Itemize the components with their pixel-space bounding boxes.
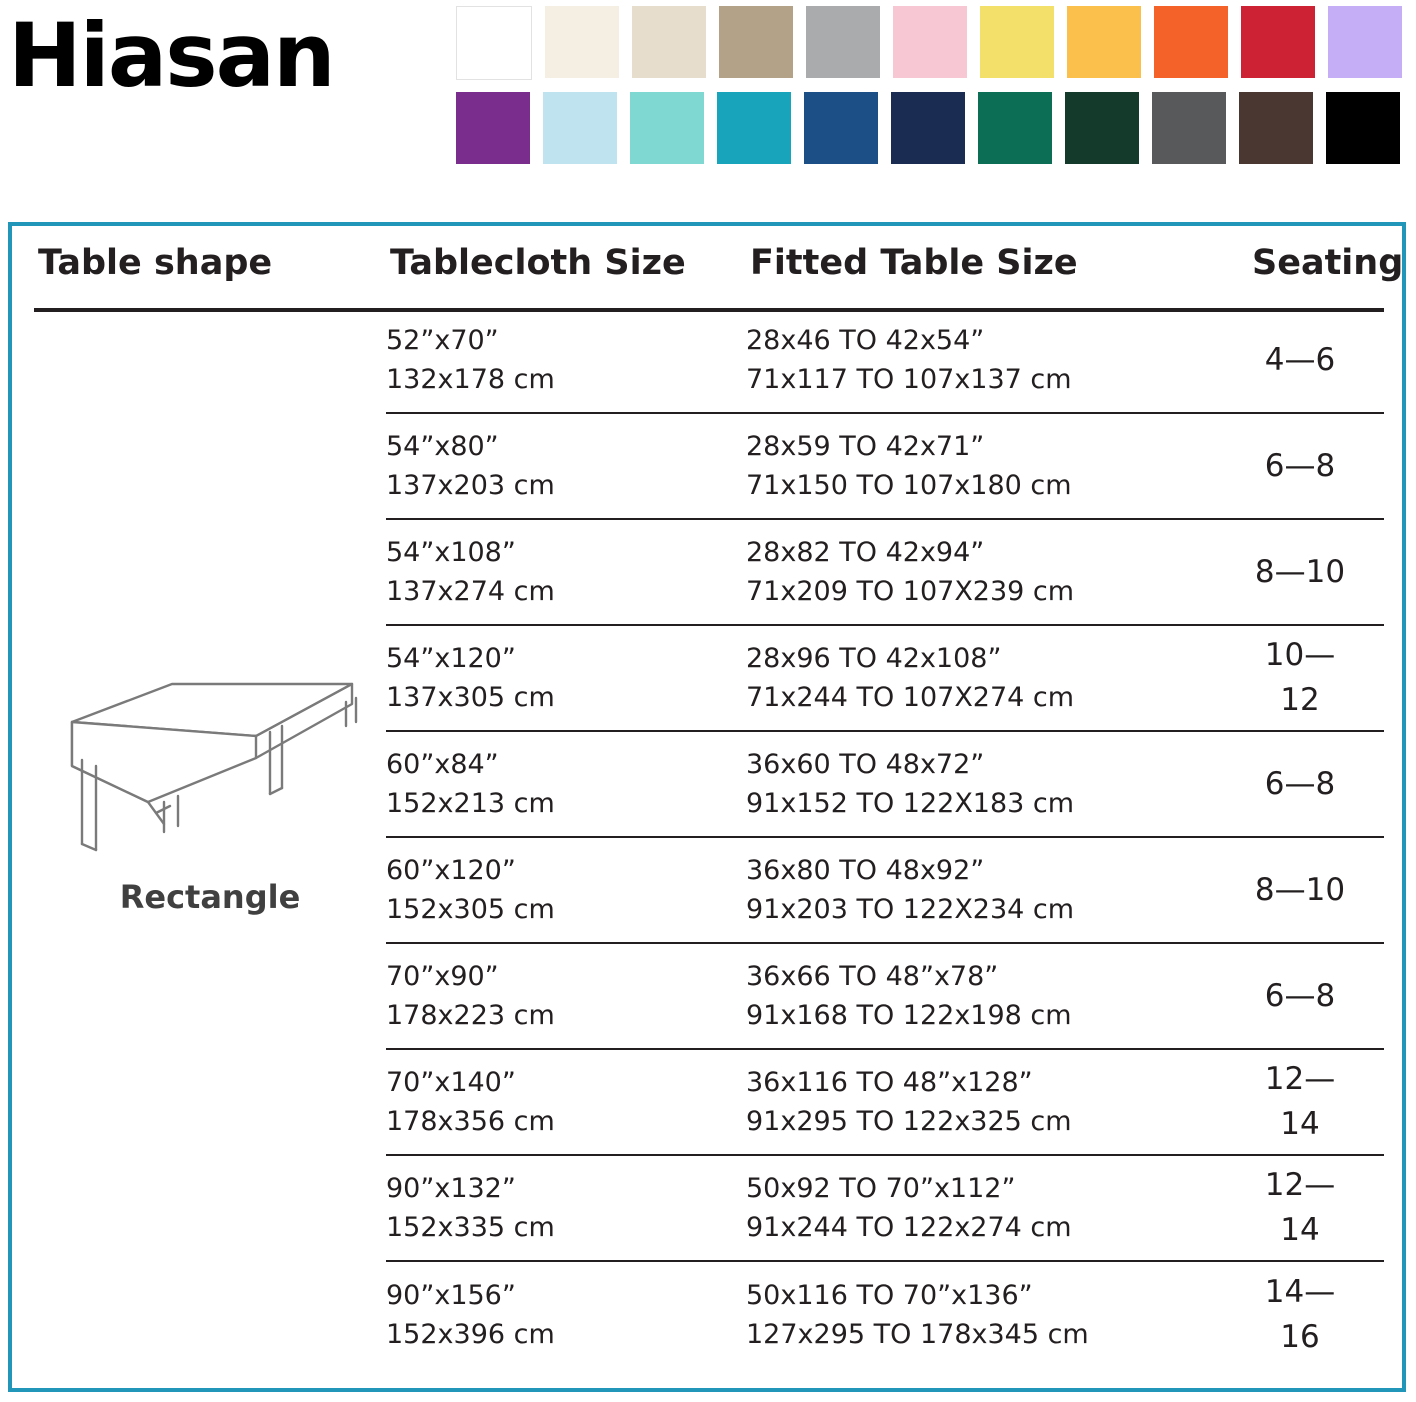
size-chart-inner xyxy=(34,243,1404,1374)
color-swatch-pink xyxy=(893,6,967,78)
color-swatch-row-1 xyxy=(456,6,1402,80)
table-header-row xyxy=(34,243,1404,312)
cell-fitted-table-size xyxy=(746,1063,1246,1141)
color-swatch-area xyxy=(456,0,1416,176)
color-swatch-charcoal-grey xyxy=(1152,92,1226,164)
column-header-seating: Seating xyxy=(1252,243,1404,283)
column-header-tablecloth-size: Tablecloth Size xyxy=(390,243,686,283)
table-shape-label: Rectangle xyxy=(119,878,301,916)
fitted-size-cm: 127x295 TO 178x345 cm xyxy=(746,1319,1089,1350)
tablecloth-size-cm: 152x335 cm xyxy=(386,1212,555,1243)
tablecloth-size-inches: 54”x120” xyxy=(386,642,516,674)
table-row xyxy=(386,732,1384,838)
table-row xyxy=(386,1156,1384,1262)
fitted-size-cm: 71x117 TO 107x137 cm xyxy=(746,364,1072,395)
table-shape-cell xyxy=(34,674,386,916)
tablecloth-size-cm: 178x356 cm xyxy=(386,1106,555,1137)
table-row xyxy=(386,520,1384,626)
fitted-size-cm: 91x152 TO 122X183 cm xyxy=(746,788,1075,819)
cell-seating: 4—6 xyxy=(1264,341,1336,378)
fitted-size-cm: 91x244 TO 122x274 cm xyxy=(746,1212,1072,1243)
cell-tablecloth-size xyxy=(386,1276,746,1354)
cell-fitted-table-size xyxy=(746,639,1246,717)
brand-name: Hiasan xyxy=(8,4,334,107)
tablecloth-size-cm: 132x178 cm xyxy=(386,364,555,395)
column-header-table-shape: Table shape xyxy=(38,243,273,283)
color-swatch-navy xyxy=(891,92,965,164)
cell-fitted-table-size xyxy=(746,745,1246,823)
cell-tablecloth-size xyxy=(386,321,746,399)
tablecloth-size-cm: 152x213 cm xyxy=(386,788,555,819)
cell-tablecloth-size xyxy=(386,639,746,717)
table-row xyxy=(386,308,1384,414)
color-swatch-light-blue xyxy=(543,92,617,164)
table-row xyxy=(386,944,1384,1050)
color-swatch-orange xyxy=(1154,6,1228,78)
fitted-size-inches: 36x66 TO 48”x78” xyxy=(746,960,999,992)
table-row xyxy=(386,414,1384,520)
fitted-size-inches: 50x116 TO 70”x136” xyxy=(746,1279,1033,1311)
table-row xyxy=(386,1050,1384,1156)
cell-tablecloth-size xyxy=(386,1169,746,1247)
tablecloth-size-inches: 54”x108” xyxy=(386,536,516,568)
fitted-size-inches: 28x46 TO 42x54” xyxy=(746,324,985,356)
cell-seating: 8—10 xyxy=(1254,871,1346,908)
size-chart-card xyxy=(8,222,1406,1392)
color-swatch-taupe xyxy=(719,6,793,78)
tablecloth-size-cm: 137x305 cm xyxy=(386,682,555,713)
color-swatch-gold xyxy=(1067,6,1141,78)
fitted-size-cm: 71x209 TO 107X239 cm xyxy=(746,576,1075,607)
tablecloth-size-inches: 70”x90” xyxy=(386,960,499,992)
tablecloth-size-inches: 52”x70” xyxy=(386,324,499,356)
color-swatch-denim-blue xyxy=(804,92,878,164)
cell-seating: 6—8 xyxy=(1264,765,1336,802)
fitted-size-inches: 36x80 TO 48x92” xyxy=(746,854,985,886)
color-swatch-teal xyxy=(717,92,791,164)
fitted-size-inches: 28x82 TO 42x94” xyxy=(746,536,985,568)
cell-seating: 10—12 xyxy=(1264,637,1336,718)
tablecloth-size-inches: 90”x156” xyxy=(386,1279,516,1311)
color-swatch-white xyxy=(456,6,532,80)
color-swatch-lavender xyxy=(1328,6,1402,78)
cell-tablecloth-size xyxy=(386,957,746,1035)
column-header-fitted-table-size: Fitted Table Size xyxy=(750,243,1078,283)
color-swatch-row-2 xyxy=(456,92,1402,164)
color-swatch-black xyxy=(1326,92,1400,164)
cell-fitted-table-size xyxy=(746,957,1246,1035)
fitted-size-cm: 91x168 TO 122x198 cm xyxy=(746,1000,1072,1031)
tablecloth-size-cm: 178x223 cm xyxy=(386,1000,555,1031)
cell-seating: 8—10 xyxy=(1254,553,1346,590)
tablecloth-size-cm: 152x305 cm xyxy=(386,894,555,925)
header xyxy=(0,0,1416,190)
cell-fitted-table-size xyxy=(746,321,1246,399)
tablecloth-size-inches: 70”x140” xyxy=(386,1066,516,1098)
cell-seating: 14—16 xyxy=(1264,1274,1336,1355)
fitted-size-inches: 36x116 TO 48”x128” xyxy=(746,1066,1033,1098)
cell-tablecloth-size xyxy=(386,1063,746,1141)
color-swatch-ivory xyxy=(545,6,619,78)
fitted-size-inches: 28x59 TO 42x71” xyxy=(746,430,985,462)
color-swatch-beige xyxy=(632,6,706,78)
fitted-size-cm: 71x244 TO 107X274 cm xyxy=(746,682,1075,713)
cell-fitted-table-size xyxy=(746,533,1246,611)
color-swatch-dark-brown xyxy=(1239,92,1313,164)
table-body xyxy=(386,308,1384,1374)
tablecloth-size-cm: 137x203 cm xyxy=(386,470,555,501)
cell-fitted-table-size xyxy=(746,1169,1246,1247)
fitted-size-inches: 50x92 TO 70”x112” xyxy=(746,1172,1016,1204)
cell-tablecloth-size xyxy=(386,427,746,505)
cell-fitted-table-size xyxy=(746,851,1246,929)
fitted-size-inches: 36x60 TO 48x72” xyxy=(746,748,985,780)
cell-tablecloth-size xyxy=(386,851,746,929)
cell-fitted-table-size xyxy=(746,1276,1246,1354)
cell-seating: 6—8 xyxy=(1264,977,1336,1014)
color-swatch-grey xyxy=(806,6,880,78)
color-swatch-aqua xyxy=(630,92,704,164)
cell-seating: 6—8 xyxy=(1264,447,1336,484)
brand-logo xyxy=(0,0,456,105)
tablecloth-size-cm: 137x274 cm xyxy=(386,576,555,607)
color-swatch-dark-green xyxy=(1065,92,1139,164)
color-swatch-yellow xyxy=(980,6,1054,78)
fitted-size-cm: 91x203 TO 122X234 cm xyxy=(746,894,1075,925)
cell-fitted-table-size xyxy=(746,427,1246,505)
fitted-size-cm: 71x150 TO 107x180 cm xyxy=(746,470,1072,501)
cell-seating: 12—14 xyxy=(1264,1061,1336,1142)
color-swatch-emerald-green xyxy=(978,92,1052,164)
tablecloth-size-inches: 54”x80” xyxy=(386,430,499,462)
tablecloth-size-inches: 60”x120” xyxy=(386,854,516,886)
table-row xyxy=(386,626,1384,732)
table-row xyxy=(386,1262,1384,1368)
rectangle-table-icon xyxy=(60,674,360,864)
tablecloth-size-cm: 152x396 cm xyxy=(386,1319,555,1350)
tablecloth-size-inches: 90”x132” xyxy=(386,1172,516,1204)
cell-seating: 12—14 xyxy=(1264,1167,1336,1248)
color-swatch-purple xyxy=(456,92,530,164)
tablecloth-size-inches: 60”x84” xyxy=(386,748,499,780)
fitted-size-inches: 28x96 TO 42x108” xyxy=(746,642,1002,674)
color-swatch-red xyxy=(1241,6,1315,78)
fitted-size-cm: 91x295 TO 122x325 cm xyxy=(746,1106,1072,1137)
cell-tablecloth-size xyxy=(386,533,746,611)
table-row xyxy=(386,838,1384,944)
cell-tablecloth-size xyxy=(386,745,746,823)
